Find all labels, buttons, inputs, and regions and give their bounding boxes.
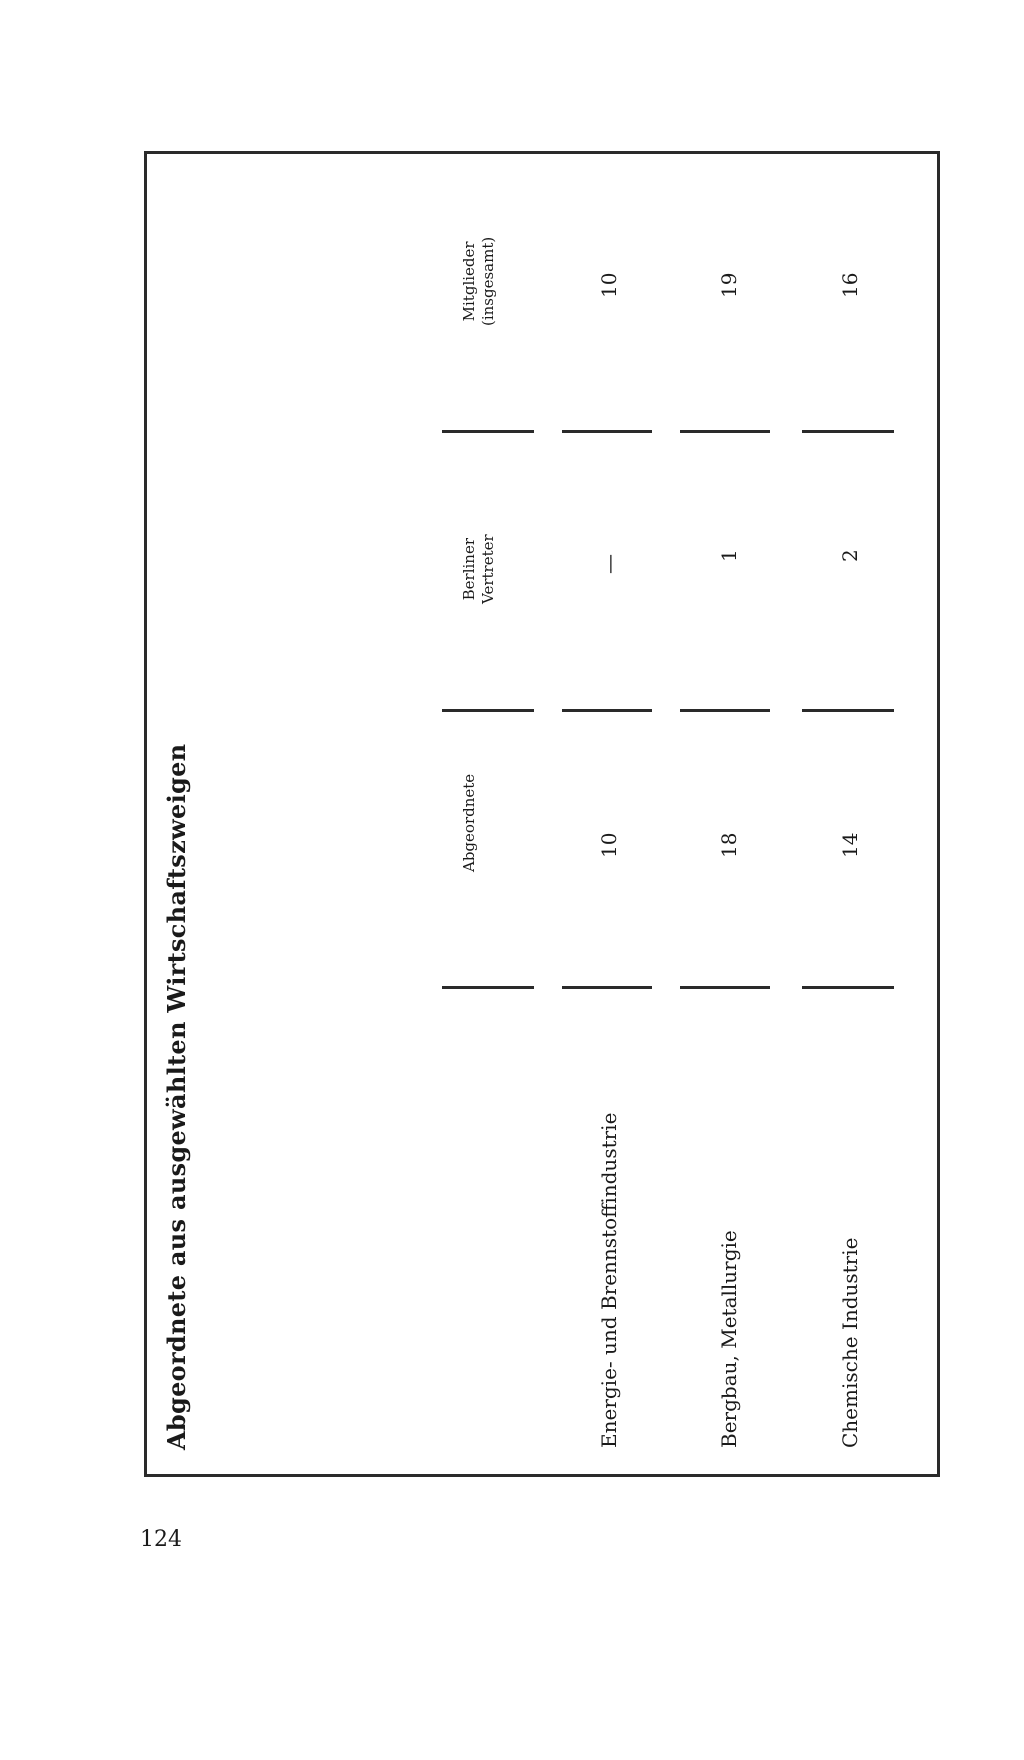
table-frame [144, 151, 940, 1477]
row-rule [562, 430, 652, 433]
header-mitglieder-line2: (insgesamt) [479, 236, 497, 326]
header-rule [442, 986, 534, 989]
cell-abgeordnete-bergbau: 18 [717, 832, 741, 858]
header-mitglieder-insgesamt [460, 237, 498, 326]
table-title: Abgeordnete aus ausgewählten Wirtschaftszweigen [162, 743, 191, 1450]
cell-abgeordnete-chemie: 14 [838, 832, 862, 858]
header-berliner-line1: Berliner [460, 537, 478, 601]
cell-berliner-chemie: 2 [838, 549, 862, 562]
row-label-energie: Energie- und Brennstoffindustrie [597, 1112, 621, 1448]
header-berliner-vertreter [460, 534, 498, 604]
row-rule [680, 430, 770, 433]
row-label-chemie: Chemische Industrie [838, 1237, 862, 1448]
row-rule [680, 709, 770, 712]
header-berliner-line2: Vertreter [479, 534, 497, 604]
row-rule [802, 430, 894, 433]
row-rule [680, 986, 770, 989]
page-number: 124 [140, 1527, 182, 1552]
row-rule [562, 709, 652, 712]
cell-abgeordnete-energie: 10 [597, 832, 621, 858]
cell-mitglieder-energie: 10 [597, 272, 621, 298]
row-label-bergbau: Bergbau, Metallurgie [717, 1230, 741, 1448]
row-rule [802, 986, 894, 989]
header-rule [442, 709, 534, 712]
cell-mitglieder-chemie: 16 [838, 272, 862, 298]
cell-berliner-energie: — [597, 554, 621, 574]
header-mitglieder-line1: Mitglieder [460, 241, 478, 322]
header-abgeordnete: Abgeordnete [460, 773, 478, 872]
row-rule [562, 986, 652, 989]
cell-mitglieder-bergbau: 19 [717, 272, 741, 298]
row-rule [802, 709, 894, 712]
cell-berliner-bergbau: 1 [717, 549, 741, 562]
header-rule [442, 430, 534, 433]
